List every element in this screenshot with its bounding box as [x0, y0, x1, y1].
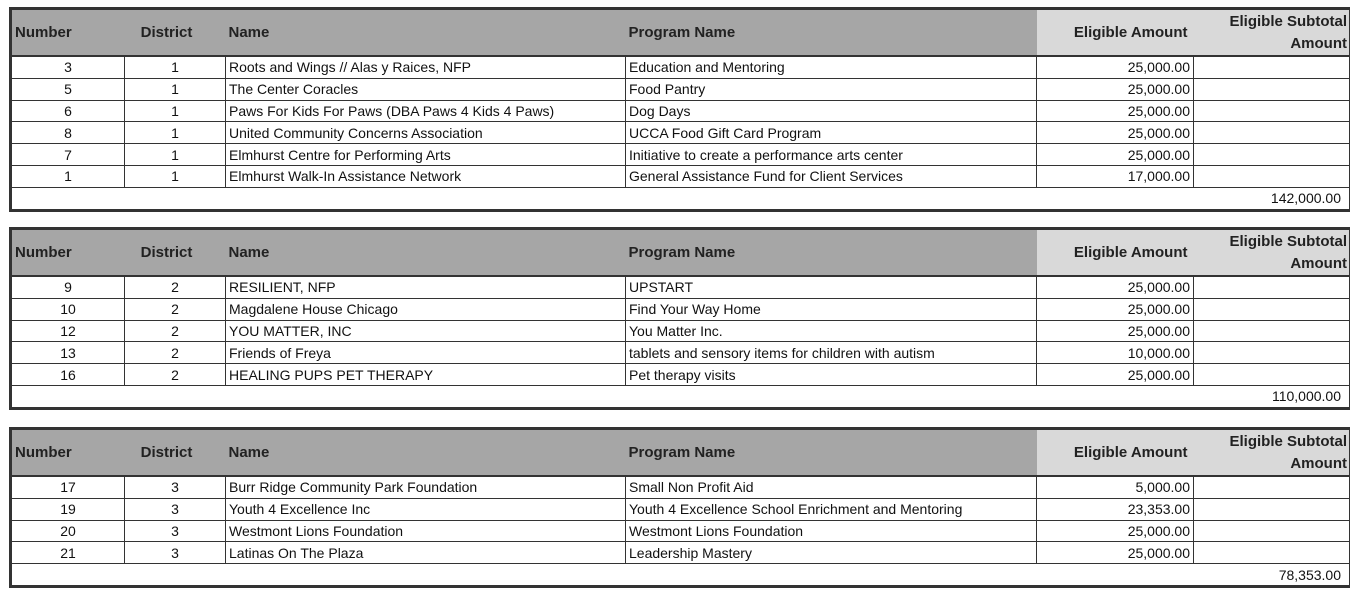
cell-program: UPSTART: [626, 276, 1037, 298]
cell-amount: 5,000.00: [1037, 476, 1194, 498]
cell-subtotal: [1194, 342, 1350, 364]
cell-program: Dog Days: [626, 100, 1037, 122]
table-row: [11, 144, 1350, 166]
cell-name: Westmont Lions Foundation: [226, 520, 626, 542]
subtotal-value: 142,000.00: [11, 187, 1350, 210]
cell-number: 9: [11, 276, 125, 298]
cell-district: 2: [125, 298, 226, 320]
cell-district: 1: [125, 165, 226, 187]
cell-name: HEALING PUPS PET THERAPY: [226, 364, 626, 386]
cell-program: Initiative to create a performance arts center: [626, 144, 1037, 166]
cell-name: YOU MATTER, INC: [226, 320, 626, 342]
cell-district: 2: [125, 342, 226, 364]
cell-amount: 17,000.00: [1037, 165, 1194, 187]
cell-program: Education and Mentoring: [626, 56, 1037, 78]
cell-program: Leadership Mastery: [626, 542, 1037, 564]
subtotal-value: 78,353.00: [11, 564, 1350, 587]
cell-number: 16: [11, 364, 125, 386]
cell-number: 10: [11, 298, 125, 320]
cell-amount: 25,000.00: [1037, 364, 1194, 386]
table-row: [11, 165, 1350, 187]
cell-name: Youth 4 Excellence Inc: [226, 498, 626, 520]
table-row: [11, 498, 1350, 520]
table-row: [11, 78, 1350, 100]
header-number: Number: [11, 9, 125, 57]
cell-amount: 25,000.00: [1037, 122, 1194, 144]
subtotal-row: [11, 564, 1350, 587]
table-row: [11, 542, 1350, 564]
header-row: [11, 9, 1350, 57]
cell-district: 2: [125, 276, 226, 298]
header-eligible-amount: Eligible Amount: [1037, 9, 1194, 57]
cell-number: 7: [11, 144, 125, 166]
cell-name: Elmhurst Walk-In Assistance Network: [226, 165, 626, 187]
cell-number: 6: [11, 100, 125, 122]
cell-subtotal: [1194, 56, 1350, 78]
header-eligible-subtotal-amount: Eligible Subtotal Amount: [1194, 429, 1350, 477]
subtotal-row: [11, 385, 1350, 408]
district-1-table: [9, 7, 1350, 212]
header-number: Number: [11, 429, 125, 477]
cell-program: Food Pantry: [626, 78, 1037, 100]
table-row: [11, 342, 1350, 364]
cell-number: 12: [11, 320, 125, 342]
cell-name: Magdalene House Chicago: [226, 298, 626, 320]
cell-district: 3: [125, 498, 226, 520]
cell-district: 1: [125, 78, 226, 100]
district-2-table: [9, 227, 1350, 410]
cell-name: United Community Concerns Association: [226, 122, 626, 144]
cell-name: Roots and Wings // Alas y Raices, NFP: [226, 56, 626, 78]
cell-amount: 25,000.00: [1037, 100, 1194, 122]
header-district: District: [125, 229, 226, 277]
cell-amount: 25,000.00: [1037, 298, 1194, 320]
header-program-name: Program Name: [626, 9, 1037, 57]
cell-district: 3: [125, 542, 226, 564]
cell-amount: 25,000.00: [1037, 542, 1194, 564]
header-eligible-amount: Eligible Amount: [1037, 429, 1194, 477]
cell-amount: 25,000.00: [1037, 56, 1194, 78]
table-row: [11, 122, 1350, 144]
table-row: [11, 320, 1350, 342]
cell-amount: 25,000.00: [1037, 144, 1194, 166]
cell-program: tablets and sensory items for children with autism: [626, 342, 1037, 364]
subtotal-value: 110,000.00: [11, 385, 1350, 408]
table-row: [11, 100, 1350, 122]
header-program-name: Program Name: [626, 429, 1037, 477]
cell-amount: 25,000.00: [1037, 276, 1194, 298]
cell-district: 2: [125, 320, 226, 342]
cell-number: 20: [11, 520, 125, 542]
cell-program: Westmont Lions Foundation: [626, 520, 1037, 542]
cell-subtotal: [1194, 78, 1350, 100]
cell-amount: 23,353.00: [1037, 498, 1194, 520]
cell-name: Elmhurst Centre for Performing Arts: [226, 144, 626, 166]
cell-program: Pet therapy visits: [626, 364, 1037, 386]
header-eligible-amount: Eligible Amount: [1037, 229, 1194, 277]
cell-district: 1: [125, 56, 226, 78]
cell-subtotal: [1194, 364, 1350, 386]
cell-subtotal: [1194, 520, 1350, 542]
cell-district: 1: [125, 122, 226, 144]
table-row: [11, 298, 1350, 320]
header-name: Name: [226, 229, 626, 277]
cell-subtotal: [1194, 100, 1350, 122]
header-row: [11, 429, 1350, 477]
header-program-name: Program Name: [626, 229, 1037, 277]
cell-number: 13: [11, 342, 125, 364]
header-eligible-subtotal-amount: Eligible Subtotal Amount: [1194, 229, 1350, 277]
cell-number: 8: [11, 122, 125, 144]
cell-subtotal: [1194, 276, 1350, 298]
header-eligible-subtotal-amount: Eligible Subtotal Amount: [1194, 9, 1350, 57]
table-row: [11, 364, 1350, 386]
cell-district: 1: [125, 144, 226, 166]
cell-subtotal: [1194, 165, 1350, 187]
cell-name: Paws For Kids For Paws (DBA Paws 4 Kids 4 Paws): [226, 100, 626, 122]
cell-number: 17: [11, 476, 125, 498]
cell-amount: 25,000.00: [1037, 520, 1194, 542]
cell-subtotal: [1194, 122, 1350, 144]
cell-district: 3: [125, 476, 226, 498]
cell-program: You Matter Inc.: [626, 320, 1037, 342]
cell-name: Latinas On The Plaza: [226, 542, 626, 564]
cell-district: 2: [125, 364, 226, 386]
cell-subtotal: [1194, 320, 1350, 342]
cell-name: Friends of Freya: [226, 342, 626, 364]
cell-subtotal: [1194, 498, 1350, 520]
cell-subtotal: [1194, 144, 1350, 166]
table-row: [11, 476, 1350, 498]
header-name: Name: [226, 429, 626, 477]
cell-district: 3: [125, 520, 226, 542]
cell-amount: 10,000.00: [1037, 342, 1194, 364]
cell-amount: 25,000.00: [1037, 78, 1194, 100]
cell-number: 3: [11, 56, 125, 78]
cell-subtotal: [1194, 476, 1350, 498]
cell-program: Small Non Profit Aid: [626, 476, 1037, 498]
cell-number: 19: [11, 498, 125, 520]
cell-program: Find Your Way Home: [626, 298, 1037, 320]
cell-district: 1: [125, 100, 226, 122]
cell-number: 5: [11, 78, 125, 100]
cell-number: 1: [11, 165, 125, 187]
cell-program: Youth 4 Excellence School Enrichment and Mentoring: [626, 498, 1037, 520]
subtotal-row: [11, 187, 1350, 210]
cell-program: UCCA Food Gift Card Program: [626, 122, 1037, 144]
cell-subtotal: [1194, 298, 1350, 320]
header-district: District: [125, 429, 226, 477]
table-row: [11, 56, 1350, 78]
cell-amount: 25,000.00: [1037, 320, 1194, 342]
cell-name: Burr Ridge Community Park Foundation: [226, 476, 626, 498]
cell-name: RESILIENT, NFP: [226, 276, 626, 298]
district-3-table: [9, 427, 1350, 588]
header-number: Number: [11, 229, 125, 277]
header-district: District: [125, 9, 226, 57]
table-row: [11, 520, 1350, 542]
cell-number: 21: [11, 542, 125, 564]
header-name: Name: [226, 9, 626, 57]
cell-subtotal: [1194, 542, 1350, 564]
cell-name: The Center Coracles: [226, 78, 626, 100]
table-row: [11, 276, 1350, 298]
cell-program: General Assistance Fund for Client Services: [626, 165, 1037, 187]
header-row: [11, 229, 1350, 277]
